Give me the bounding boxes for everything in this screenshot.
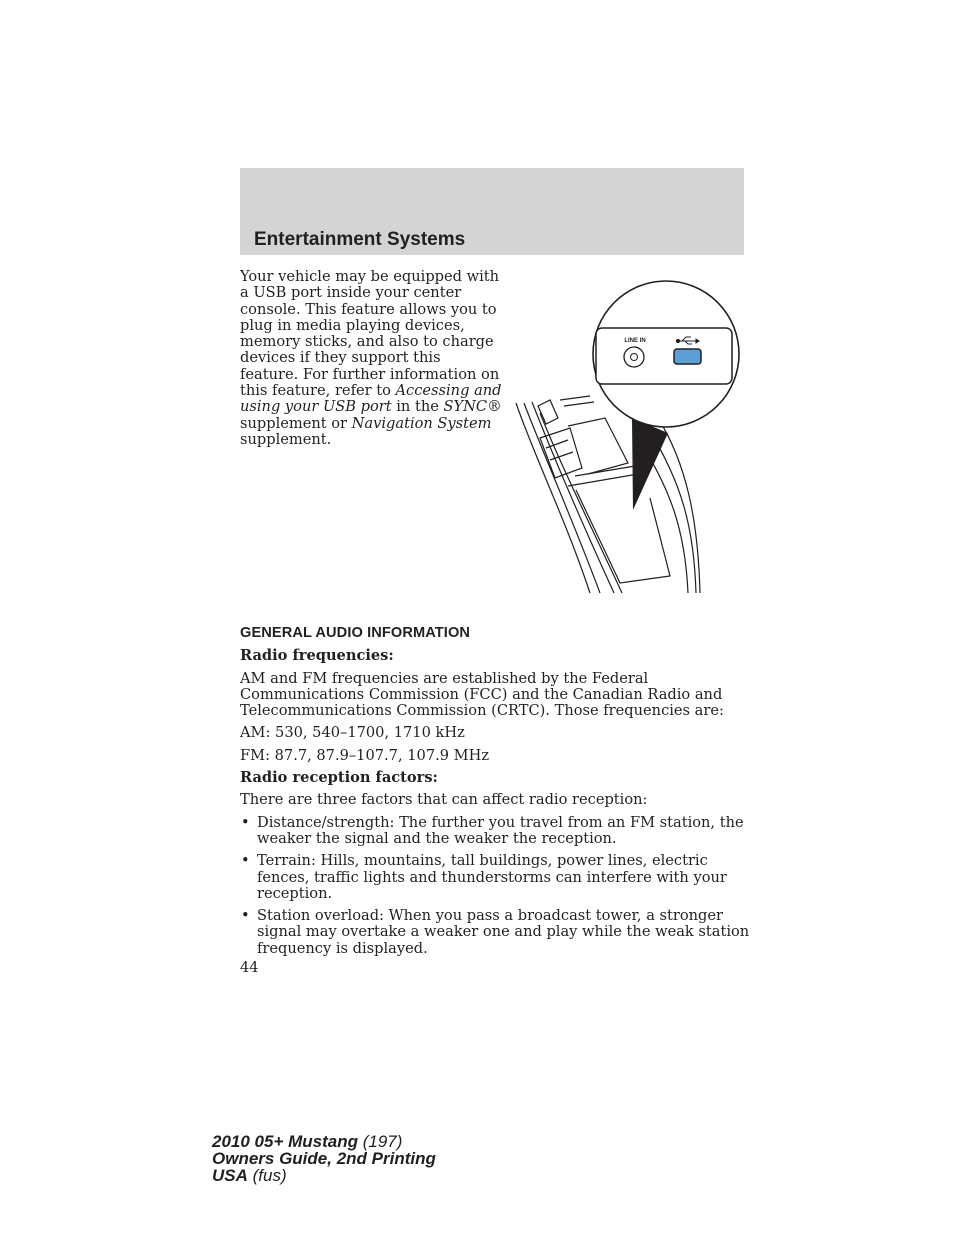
footer-market-code: (fus): [247, 1166, 287, 1185]
footer-market: USA: [212, 1166, 248, 1185]
sync-reference: SYNC®: [443, 398, 502, 416]
am-frequencies: AM: 530, 540–1700, 1710 kHz: [240, 724, 465, 742]
fm-frequencies: FM: 87.7, 87.9–107.7, 107.9 MHz: [240, 746, 490, 764]
document-footer: [212, 1133, 436, 1184]
footer-model: 2010 05+ Mustang: [212, 1132, 358, 1151]
intro-text-3: supplement or: [240, 414, 352, 432]
intro-paragraph: [240, 269, 502, 448]
line-in-label: LINE IN: [624, 338, 646, 344]
radio-frequencies-text: AM and FM frequencies are established by the Federal Communications Commission (FCC) and the Canadian Radio and Telecommunications Commission (CRTC). Those frequencies are:: [240, 669, 724, 720]
general-audio-heading: GENERAL AUDIO INFORMATION: [240, 625, 471, 641]
footer-model-code: (197): [358, 1132, 403, 1151]
section-title: Entertainment Systems: [254, 229, 466, 250]
radio-reception-label: Radio reception factors:: [240, 769, 438, 787]
intro-text-2: in the: [391, 398, 444, 416]
radio-reception-text: There are three factors that can affect radio reception:: [240, 791, 648, 809]
section-header-band: [240, 168, 744, 255]
intro-text-1: Your vehicle may be equipped with a USB port inside your center console. This feature allows you to plug in media playing devices, memory sticks, and also to charge devices if they support this feature. For further information on this feature, refer to: [240, 268, 500, 400]
footer-line-2: Owners Guide, 2nd Printing: [212, 1149, 436, 1168]
usb-port-slot: [674, 349, 701, 364]
general-audio-section: [240, 625, 750, 963]
page-number: 44: [240, 959, 259, 976]
footer-line-1: [212, 1133, 436, 1150]
footer-line-3: [212, 1167, 436, 1184]
list-item: • Station overload: When you pass a broadcast tower, a stronger signal may overtake a weaker one and play while the weak station frequency is displayed.: [240, 908, 750, 957]
navigation-reference: Navigation System: [351, 414, 492, 432]
usb-port-reference: Accessing and using your USB port: [240, 382, 502, 416]
intro-text-4: supplement.: [240, 430, 332, 448]
list-item: • Terrain: Hills, mountains, tall buildings, power lines, electric fences, traffic lights and thunderstorms can interfere with your reception.: [240, 853, 750, 902]
radio-frequencies-label: Radio frequencies:: [240, 647, 394, 665]
reception-factors-list: [240, 815, 750, 957]
list-item: • Distance/strength: The further you travel from an FM station, the weaker the signal and the weaker the reception.: [240, 815, 750, 848]
usb-port-illustration: [510, 278, 742, 598]
